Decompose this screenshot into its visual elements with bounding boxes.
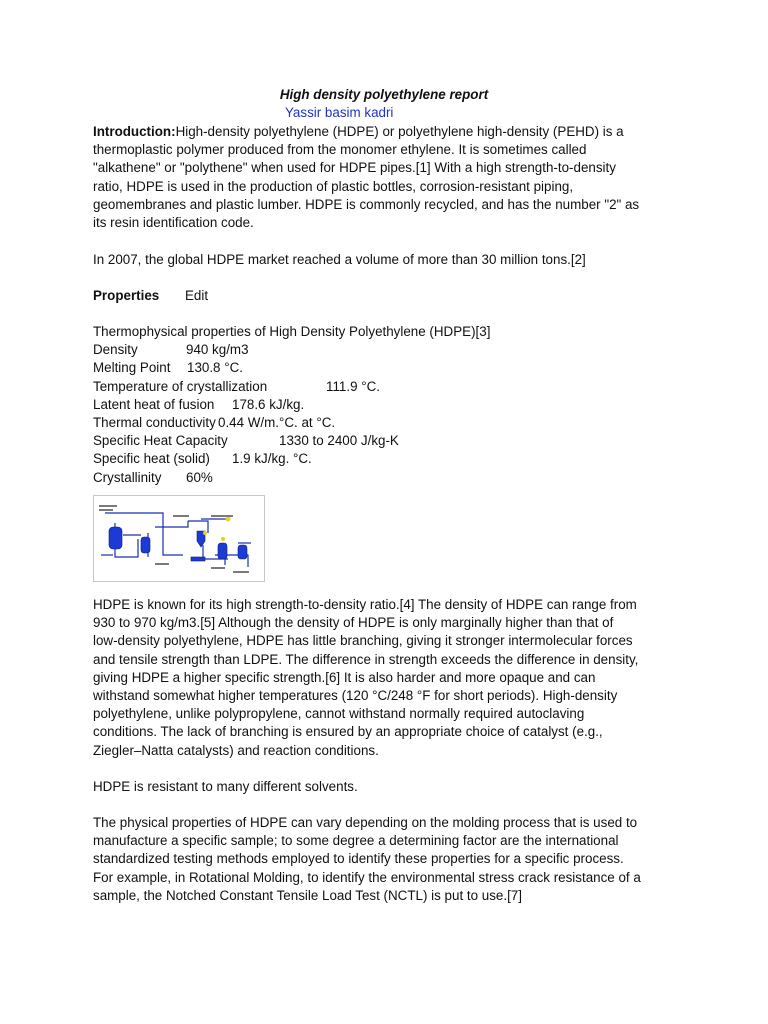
property-name: Temperature of crystallization (93, 378, 268, 394)
property-row (93, 341, 693, 359)
paragraph-line: sample, the Notched Constant Tensile Load Test (NCTL) is put to use.[7] (93, 887, 522, 903)
property-name: Crystallinity (93, 469, 162, 485)
property-name: Thermal conductivity (93, 414, 216, 430)
properties-label: Properties (93, 288, 160, 303)
property-row (93, 396, 693, 414)
property-value: 130.8 °C. (187, 360, 243, 376)
introduction-section (93, 123, 693, 232)
intro-line: its resin identification code. (93, 215, 254, 231)
thermo-heading: Thermophysical properties of High Density Polyethylene (HDPE)[3] (93, 324, 491, 339)
property-name: Latent heat of fusion (93, 396, 215, 412)
paragraph-line: manufacture a specific sample; to some degree a determining factor are the international (93, 833, 619, 849)
property-row (93, 450, 693, 468)
property-name: Density (93, 342, 138, 358)
paragraph-line: withstand somewhat higher temperatures (120 °C/248 °F for short periods). High-density (93, 688, 618, 704)
paragraph-line: The physical properties of HDPE can vary depending on the molding process that is used to (93, 815, 638, 830)
paragraph-line: polyethylene, unlike polypropylene, cannot withstand normally required autoclaving (93, 706, 585, 722)
property-name: Specific Heat Capacity (93, 433, 228, 449)
property-value: 940 kg/m3 (186, 342, 249, 358)
property-value: 60% (186, 469, 213, 485)
property-name: Specific heat (solid) (93, 451, 210, 467)
solvent-paragraph: HDPE is resistant to many different solvents. (93, 779, 358, 794)
intro-label: Introduction: (93, 124, 176, 139)
paragraph-line: giving HDPE a higher specific strength.[6] It is also harder and more opaque and can (93, 669, 596, 685)
property-row (93, 414, 693, 432)
intro-line: Introduction:High-density polyethylene (HDPE) or polyethylene high-density (PEHD) is a (93, 124, 624, 139)
intro-line: "alkathene" or "polythene" when used for HDPE pipes.[1] With a high strength-to-density (93, 160, 616, 176)
property-value: 111.9 °C. (326, 378, 380, 394)
market-paragraph: In 2007, the global HDPE market reached a volume of more than 30 million tons.[2] (93, 252, 586, 267)
intro-line: geomembranes and plastic lumber. HDPE is commonly recycled, and has the number "2" as (93, 196, 640, 212)
paragraph-line: For example, in Rotational Molding, to identify the environmental stress crack resistance of a (93, 869, 641, 885)
paragraph-line: HDPE is known for its high strength-to-density ratio.[4] The density of HDPE can range from (93, 597, 637, 612)
molding-paragraph (93, 814, 693, 905)
document-title: High density polyethylene report (279, 87, 489, 102)
document-author: Yassir basim kadri (285, 105, 394, 120)
property-value: 1.9 kJ/kg. °C. (232, 451, 312, 467)
property-name: Melting Point (93, 360, 171, 376)
thermophysical-properties (93, 323, 693, 487)
paragraph-line: Ziegler–Natta catalysts) and reaction conditions. (93, 742, 379, 758)
paragraph-line: 930 to 970 kg/m3.[5] Although the density of HDPE is only marginally higher than that of (93, 615, 614, 631)
hdpe-process-flow-diagram (93, 495, 265, 582)
intro-line: ratio, HDPE is used in the production of plastic bottles, corrosion-resistant piping, (93, 178, 574, 194)
property-row (93, 359, 693, 377)
property-row (93, 469, 693, 487)
properties-heading (93, 287, 693, 305)
paragraph-line: conditions. The lack of branching is ensured by an appropriate choice of catalyst (e.g., (93, 724, 603, 740)
property-value: 1330 to 2400 J/kg-K (279, 433, 399, 449)
paragraph-line: low-density polyethylene, HDPE has little branching, giving it stronger intermolecular forces (93, 633, 633, 649)
intro-line: thermoplastic polymer produced from the monomer ethylene. It is sometimes called (93, 142, 587, 158)
paragraph-line: standardized testing methods employed to identify these properties for a specific process. (93, 851, 624, 867)
property-value: 0.44 W/m.°C. at °C. (218, 414, 336, 430)
paragraph-line: and tensile strength than LDPE. The difference in strength exceeds the difference in density, (93, 651, 639, 667)
property-row (93, 432, 693, 450)
property-row (93, 378, 693, 396)
strength-paragraph (93, 596, 693, 760)
properties-edit-link[interactable]: Edit (185, 288, 209, 303)
property-value: 178.6 kJ/kg. (232, 396, 305, 412)
